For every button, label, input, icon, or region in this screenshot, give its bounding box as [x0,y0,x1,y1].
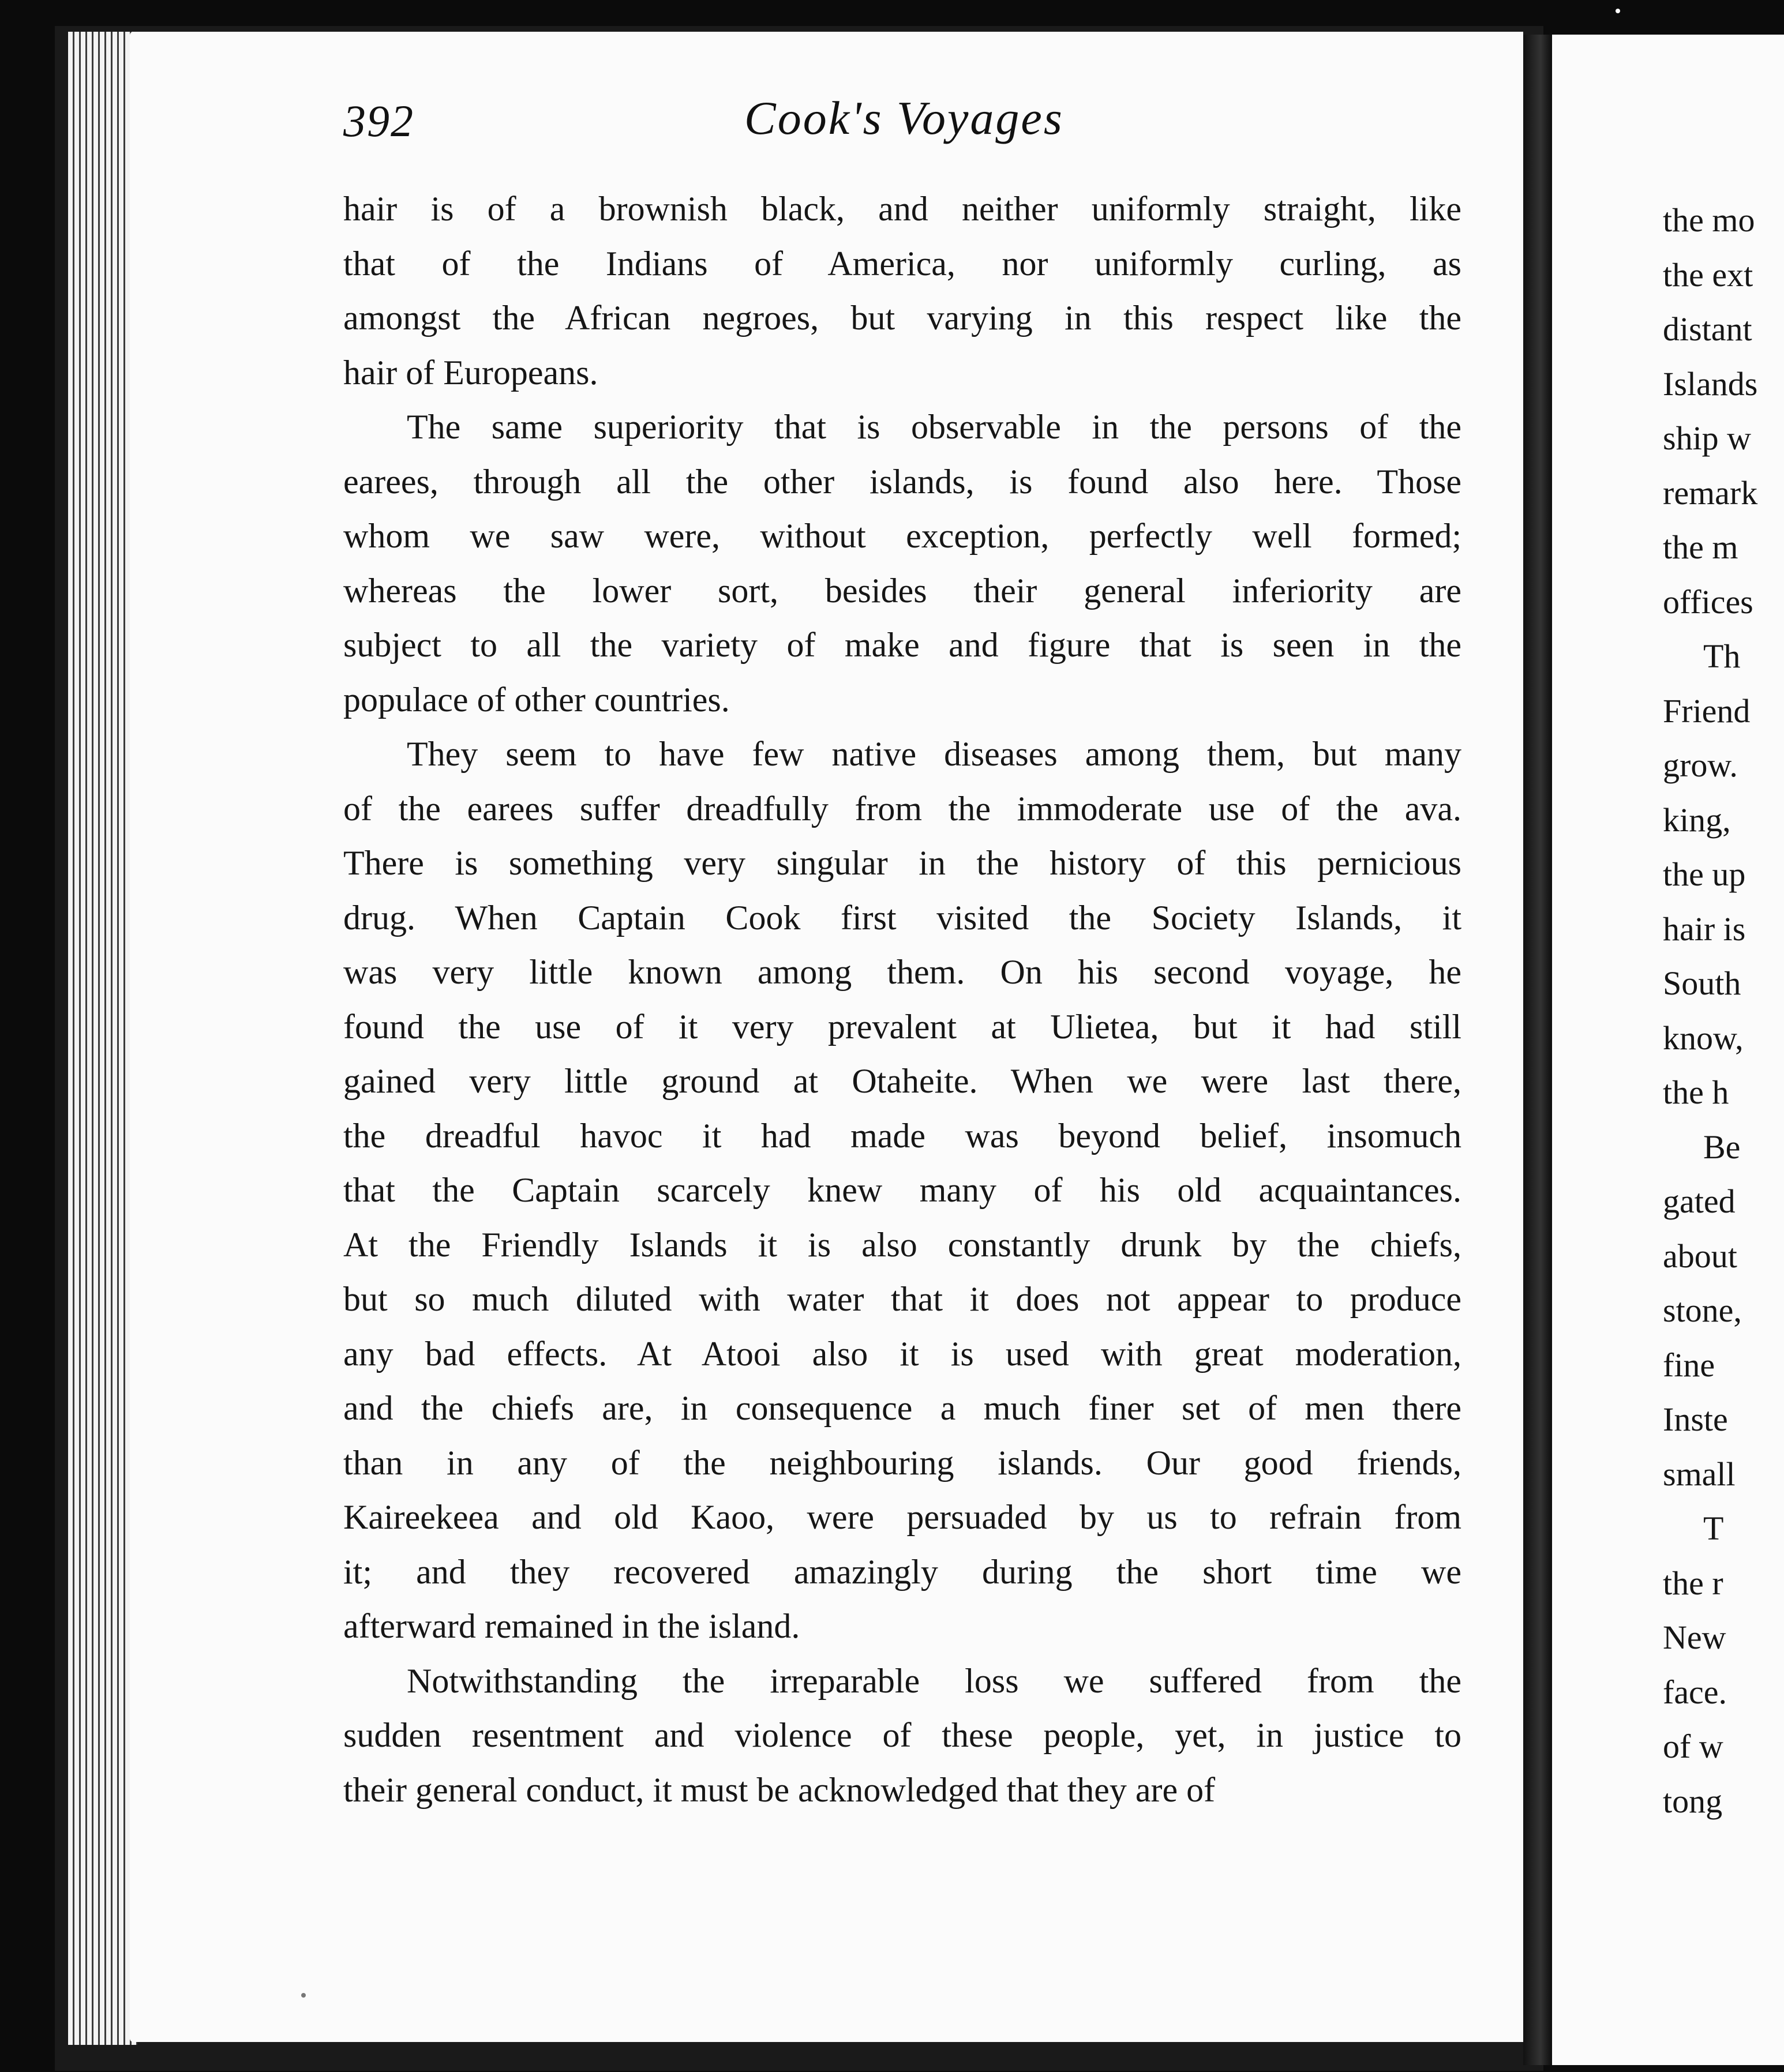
text-line: whom we saw were, without exception, perfectly well formed; [343,517,1461,555]
text-line: it; and they recovered amazingly during the short time we [343,1552,1461,1591]
text-line: Inste [1663,1401,1728,1438]
page-number: 392 [343,96,414,146]
text-line: small [1663,1455,1736,1493]
text-line: South [1663,964,1741,1002]
text-line: the mo [1663,201,1755,239]
text-line: Notwithstanding the irreparable loss we suffered from the [407,1661,1461,1700]
text-line: remark [1663,474,1758,512]
text-line: The same superiority that is observable in the persons of the [407,408,1461,446]
text-line: subject to all the variety of make and figure that is seen in the [343,626,1461,664]
text-line: sudden resentment and violence of these people, yet, in justice to [343,1716,1461,1754]
text-line: face. [1663,1673,1727,1711]
text-line: populace of other countries. [343,680,730,719]
text-line: whereas the lower sort, besides their general inferiority are [343,571,1461,610]
text-line: of the earees suffer dreadfully from the immoderate use of the ava. [343,789,1461,828]
text-line: Th [1703,637,1741,675]
text-line: their general conduct, it must be acknowledged that they are of [343,1770,1216,1809]
text-line: hair of Europeans. [343,353,598,392]
text-line: grow. [1663,746,1738,784]
text-line: and the chiefs are, in consequence a much finer set of men there [343,1389,1461,1427]
text-line: amongst the African negroes, but varying in this respect like the [343,299,1461,337]
text-line: gated [1663,1183,1736,1220]
text-line: Be [1703,1128,1741,1166]
text-line: the up [1663,855,1746,893]
paragraph [343,1654,1461,1818]
text-line: New [1663,1619,1726,1656]
scan-speck [301,1993,306,1998]
text-line: that the Captain scarcely knew many of his old acquaintances. [343,1171,1461,1209]
text-line: that of the Indians of America, nor uniformly curling, as [343,244,1461,283]
text-line: found the use of it very prevalent at Ulietea, but it had still [343,1007,1461,1046]
page-edges [68,32,137,2045]
left-page-body-text [343,182,1461,1817]
text-line: Islands [1663,365,1758,403]
text-line: the m [1663,528,1738,566]
paragraph [343,727,1461,1654]
text-line: fine [1663,1346,1715,1384]
text-line: gained very little ground at Otaheite. When we were last there, [343,1062,1461,1100]
text-line: the ext [1663,256,1753,294]
scan-speck [1616,9,1620,13]
text-line: There is something very singular in the history of this pernicious [343,844,1461,882]
text-line: any bad effects. At Atooi also it is used with great moderation, [343,1334,1461,1373]
text-line: about [1663,1237,1737,1275]
book-gutter [1523,35,1552,2065]
text-line: but so much diluted with water that it does not appear to produce [343,1280,1461,1318]
running-title: Cook's Voyages [744,92,1064,144]
text-line: than in any of the neighbouring islands. Our good friends, [343,1443,1461,1482]
text-line: the h [1663,1073,1729,1111]
text-line: the dreadful havoc it had made was beyond belief, insomuch [343,1116,1461,1155]
text-line: offices [1663,583,1753,621]
text-line: drug. When Captain Cook first visited the Society Islands, it [343,898,1461,937]
text-line: hair is [1663,910,1746,948]
text-line: hair is of a brownish black, and neither uniformly straight, like [343,190,1461,228]
text-line: Kaireekeea and old Kaoo, were persuaded by us to refrain from [343,1498,1461,1536]
text-line: was very little known among them. On his second voyage, he [343,953,1461,991]
text-line: Friend [1663,692,1751,730]
text-line: T [1703,1510,1724,1547]
text-line: earees, through all the other islands, is found also here. Those [343,462,1461,501]
text-line: of w [1663,1728,1723,1765]
text-line: At the Friendly Islands it is also constantly drunk by the chiefs, [343,1225,1461,1264]
text-line: ship w [1663,419,1752,457]
text-line: distant [1663,310,1752,348]
text-line: know, [1663,1019,1744,1057]
text-line: tong [1663,1782,1723,1820]
right-page-partial-text [1663,193,1757,1829]
text-line: stone, [1663,1292,1742,1329]
paragraph [343,182,1461,400]
paragraph [343,400,1461,727]
text-line: They seem to have few native diseases among them, but many [407,735,1461,773]
text-line: the r [1663,1564,1723,1602]
text-line: king, [1663,801,1731,839]
text-line: afterward remained in the island. [343,1607,800,1645]
